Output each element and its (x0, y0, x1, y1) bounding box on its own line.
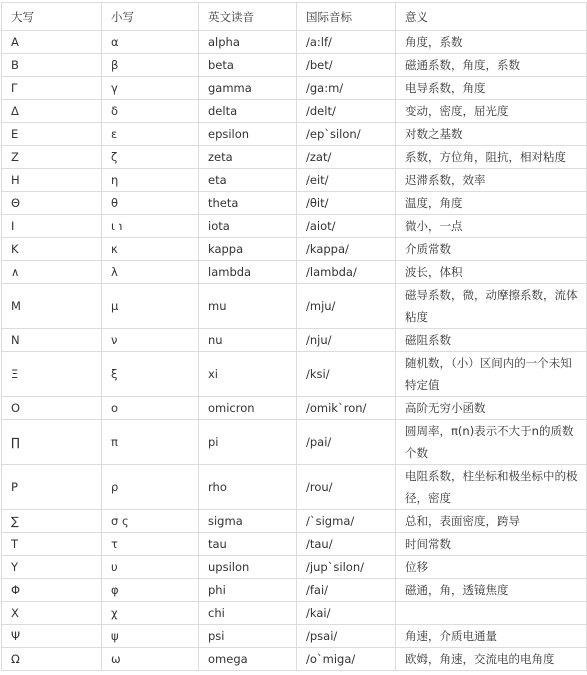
uppercase-cell: Φ (2, 579, 102, 602)
table-row (2, 192, 587, 215)
ipa-cell: /lambda/ (297, 261, 396, 284)
english-pronunciation-cell: zeta (199, 146, 297, 169)
uppercase-cell: Ρ (2, 465, 102, 510)
ipa-cell: /mju/ (297, 284, 396, 329)
uppercase-cell: Α (2, 31, 102, 54)
english-pronunciation-cell: tau (199, 533, 297, 556)
lowercase-cell: τ (102, 533, 199, 556)
lowercase-cell: ε (102, 123, 199, 146)
lowercase-cell: ρ (102, 465, 199, 510)
ipa-cell: /tau/ (297, 533, 396, 556)
ipa-cell: /fai/ (297, 579, 396, 602)
header-uppercase: 大写 (2, 3, 102, 31)
header-row (2, 3, 587, 31)
ipa-cell: /zat/ (297, 146, 396, 169)
ipa-cell: /θit/ (297, 192, 396, 215)
english-pronunciation-cell: nu (199, 329, 297, 352)
header-lowercase: 小写 (102, 3, 199, 31)
lowercase-cell: σ ς (102, 510, 199, 533)
ipa-cell: /ga:m/ (297, 77, 396, 100)
lowercase-cell: π (102, 420, 199, 465)
meaning-cell (396, 602, 587, 625)
english-pronunciation-cell: beta (199, 54, 297, 77)
meaning-cell: 系数，方位角，阻抗，相对粘度 (396, 146, 587, 169)
table-row (2, 648, 587, 671)
table-row (2, 77, 587, 100)
english-pronunciation-cell: chi (199, 602, 297, 625)
table-row (2, 238, 587, 261)
table-row (2, 602, 587, 625)
lowercase-cell: α (102, 31, 199, 54)
meaning-cell: 磁阻系数 (396, 329, 587, 352)
uppercase-cell: Ω (2, 648, 102, 671)
header-meaning: 意义 (396, 3, 587, 31)
uppercase-cell: Ψ (2, 625, 102, 648)
uppercase-cell: Ζ (2, 146, 102, 169)
table-row (2, 261, 587, 284)
lowercase-cell: λ (102, 261, 199, 284)
table-row (2, 510, 587, 533)
uppercase-cell: Υ (2, 556, 102, 579)
meaning-cell: 波长，体积 (396, 261, 587, 284)
meaning-cell: 磁通，角，透镜焦度 (396, 579, 587, 602)
meaning-cell: 电导系数，角度 (396, 77, 587, 100)
ipa-cell: /pai/ (297, 420, 396, 465)
meaning-cell: 欧姆，角速，交流电的电角度 (396, 648, 587, 671)
lowercase-cell: η (102, 169, 199, 192)
english-pronunciation-cell: kappa (199, 238, 297, 261)
meaning-cell: 角速，介质电通量 (396, 625, 587, 648)
meaning-cell: 介质常数 (396, 238, 587, 261)
english-pronunciation-cell: lambda (199, 261, 297, 284)
english-pronunciation-cell: upsilon (199, 556, 297, 579)
uppercase-cell: Ξ (2, 352, 102, 397)
meaning-cell: 温度，角度 (396, 192, 587, 215)
table-row (2, 329, 587, 352)
uppercase-cell: Ο (2, 397, 102, 420)
lowercase-cell: β (102, 54, 199, 77)
english-pronunciation-cell: pi (199, 420, 297, 465)
ipa-cell: /`sigma/ (297, 510, 396, 533)
ipa-cell: /omik`ron/ (297, 397, 396, 420)
meaning-cell: 位移 (396, 556, 587, 579)
lowercase-cell: θ (102, 192, 199, 215)
uppercase-cell: Κ (2, 238, 102, 261)
meaning-cell: 随机数，（小）区间内的一个未知特定值 (396, 352, 587, 397)
table-row (2, 465, 587, 510)
table-row (2, 100, 587, 123)
ipa-cell: /eit/ (297, 169, 396, 192)
english-pronunciation-cell: psi (199, 625, 297, 648)
english-pronunciation-cell: omicron (199, 397, 297, 420)
header-english-pronunciation: 英文读音 (199, 3, 297, 31)
meaning-cell: 时间常数 (396, 533, 587, 556)
table-row (2, 215, 587, 238)
ipa-cell: /jup`silon/ (297, 556, 396, 579)
english-pronunciation-cell: iota (199, 215, 297, 238)
uppercase-cell: Θ (2, 192, 102, 215)
ipa-cell: /aiot/ (297, 215, 396, 238)
lowercase-cell: ο (102, 397, 199, 420)
english-pronunciation-cell: gamma (199, 77, 297, 100)
meaning-cell: 高阶无穷小函数 (396, 397, 587, 420)
uppercase-cell: Ε (2, 123, 102, 146)
table-row (2, 352, 587, 397)
uppercase-cell: Ι (2, 215, 102, 238)
lowercase-cell: ζ (102, 146, 199, 169)
meaning-cell: 磁通系数，角度，系数 (396, 54, 587, 77)
lowercase-cell: ψ (102, 625, 199, 648)
meaning-cell: 迟滞系数，效率 (396, 169, 587, 192)
table-row (2, 579, 587, 602)
lowercase-cell: μ (102, 284, 199, 329)
table-row (2, 146, 587, 169)
ipa-cell: /kai/ (297, 602, 396, 625)
meaning-cell: 电阻系数，柱坐标和极坐标中的极径，密度 (396, 465, 587, 510)
english-pronunciation-cell: rho (199, 465, 297, 510)
meaning-cell: 磁导系数，微，动摩擦系数，流体粘度 (396, 284, 587, 329)
meaning-cell: 微小，一点 (396, 215, 587, 238)
english-pronunciation-cell: alpha (199, 31, 297, 54)
table-row (2, 284, 587, 329)
uppercase-cell: Η (2, 169, 102, 192)
table-row (2, 533, 587, 556)
english-pronunciation-cell: sigma (199, 510, 297, 533)
english-pronunciation-cell: eta (199, 169, 297, 192)
lowercase-cell: φ (102, 579, 199, 602)
header-ipa: 国际音标 (297, 3, 396, 31)
meaning-cell: 圆周率，π(n)表示不大于n的质数个数 (396, 420, 587, 465)
ipa-cell: /delt/ (297, 100, 396, 123)
meaning-cell: 总和，表面密度，跨导 (396, 510, 587, 533)
lowercase-cell: ν (102, 329, 199, 352)
greek-alphabet-table (1, 2, 587, 671)
uppercase-cell: Β (2, 54, 102, 77)
english-pronunciation-cell: phi (199, 579, 297, 602)
lowercase-cell: χ (102, 602, 199, 625)
table-row (2, 123, 587, 146)
uppercase-cell: Ν (2, 329, 102, 352)
uppercase-cell: ∏ (2, 420, 102, 465)
ipa-cell: /bet/ (297, 54, 396, 77)
english-pronunciation-cell: delta (199, 100, 297, 123)
lowercase-cell: υ (102, 556, 199, 579)
english-pronunciation-cell: omega (199, 648, 297, 671)
lowercase-cell: ξ (102, 352, 199, 397)
uppercase-cell: Μ (2, 284, 102, 329)
uppercase-cell: Χ (2, 602, 102, 625)
table-row (2, 625, 587, 648)
lowercase-cell: γ (102, 77, 199, 100)
lowercase-cell: ι ℩ (102, 215, 199, 238)
uppercase-cell: Τ (2, 533, 102, 556)
english-pronunciation-cell: mu (199, 284, 297, 329)
uppercase-cell: Γ (2, 77, 102, 100)
lowercase-cell: δ (102, 100, 199, 123)
ipa-cell: /ep`silon/ (297, 123, 396, 146)
table-body (2, 31, 587, 671)
english-pronunciation-cell: epsilon (199, 123, 297, 146)
english-pronunciation-cell: xi (199, 352, 297, 397)
uppercase-cell: ∧ (2, 261, 102, 284)
table-row (2, 556, 587, 579)
ipa-cell: /a:lf/ (297, 31, 396, 54)
table-row (2, 397, 587, 420)
meaning-cell: 变动，密度，屈光度 (396, 100, 587, 123)
ipa-cell: /o`miga/ (297, 648, 396, 671)
lowercase-cell: ω (102, 648, 199, 671)
table-row (2, 31, 587, 54)
table-row (2, 420, 587, 465)
ipa-cell: /rou/ (297, 465, 396, 510)
uppercase-cell: ∑ (2, 510, 102, 533)
table-row (2, 54, 587, 77)
ipa-cell: /nju/ (297, 329, 396, 352)
meaning-cell: 角度，系数 (396, 31, 587, 54)
english-pronunciation-cell: theta (199, 192, 297, 215)
uppercase-cell: Δ (2, 100, 102, 123)
meaning-cell: 对数之基数 (396, 123, 587, 146)
ipa-cell: /psai/ (297, 625, 396, 648)
lowercase-cell: κ (102, 238, 199, 261)
ipa-cell: /kappa/ (297, 238, 396, 261)
table-row (2, 169, 587, 192)
ipa-cell: /ksi/ (297, 352, 396, 397)
